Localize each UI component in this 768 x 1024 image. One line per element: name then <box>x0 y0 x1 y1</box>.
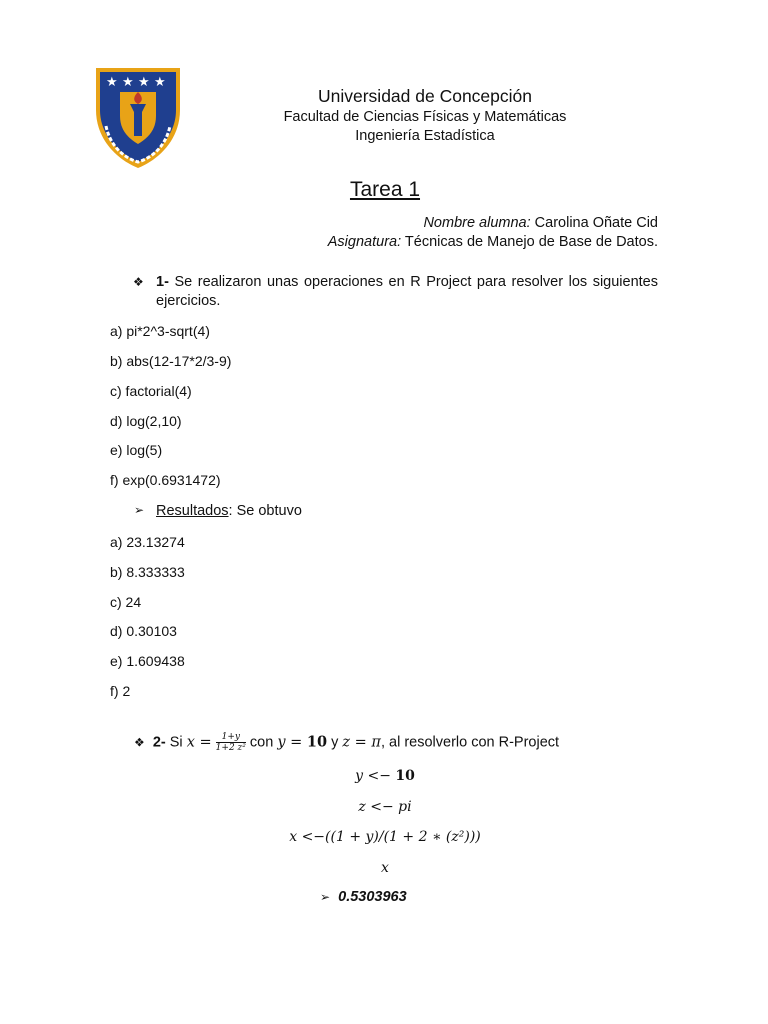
student-line <box>423 215 658 231</box>
exercise-item: a) pi*2^3-sqrt(4) <box>110 323 210 339</box>
question-2-and: y <box>331 734 339 751</box>
diamond-bullet-icon: ❖ <box>134 735 145 750</box>
fraction-denominator: 1+2 z² <box>215 743 246 753</box>
equation-x: x = <box>186 734 212 751</box>
arrow-bullet-icon: ➢ <box>320 890 331 904</box>
question-2-number: 2- <box>152 734 166 751</box>
exercise-item: b) abs(12-17*2/3-9) <box>110 353 232 369</box>
subject-name: Técnicas de Manejo de Base de Datos. <box>404 234 658 250</box>
fraction-numerator: 1+y <box>216 732 246 743</box>
arrow-bullet-icon: ➢ <box>134 503 145 517</box>
university-name: Universidad de Concepción <box>317 86 533 106</box>
svg-text:★: ★ <box>122 75 134 90</box>
university-logo <box>92 66 184 170</box>
result-item: b) 8.333333 <box>110 564 185 580</box>
exercise-item: f) exp(0.6931472) <box>110 472 221 488</box>
question-1 <box>156 273 658 311</box>
code-line-1-text: y <− <box>355 768 396 784</box>
fraction <box>216 732 246 753</box>
exercise-item: e) log(5) <box>110 442 163 458</box>
equation-y: y = <box>277 734 307 751</box>
student-name: Carolina Oñate Cid <box>534 215 658 231</box>
subject-line <box>328 234 658 250</box>
document-title: Tarea 1 <box>349 178 421 201</box>
code-line-3: x <−((1 + y)/(1 + 2 ∗ (z²))) <box>289 829 481 845</box>
question-1-number: 1- <box>156 274 169 290</box>
results-label: Resultados <box>156 503 229 519</box>
question-2-tail: , al resolverlo con R-Project <box>380 734 560 751</box>
student-label: Nombre alumna: <box>423 215 531 231</box>
results-text: : Se obtuvo <box>228 503 302 519</box>
results-heading <box>156 503 302 519</box>
svg-text:★: ★ <box>106 75 118 90</box>
code-line-2: z <− pi <box>358 799 412 815</box>
svg-text:★: ★ <box>154 75 166 90</box>
subject-label: Asignatura: <box>327 234 402 250</box>
question-2-si: Si <box>169 734 183 751</box>
equation-z: z = π <box>342 734 381 751</box>
question-2-con: con <box>249 734 274 751</box>
faculty-name: Facultad de Ciencias Físicas y Matemáticas <box>283 109 567 125</box>
result-item: d) 0.30103 <box>110 623 177 639</box>
code-line-1-value: 10 <box>395 768 415 784</box>
exercise-item: c) factorial(4) <box>110 383 192 399</box>
career-name: Ingeniería Estadística <box>355 128 495 144</box>
result-item: c) 24 <box>110 594 142 610</box>
final-result <box>320 889 407 905</box>
question-2 <box>134 732 559 753</box>
exercise-item: d) log(2,10) <box>110 413 182 429</box>
diamond-bullet-icon: ❖ <box>133 275 144 289</box>
result-item: a) 23.13274 <box>110 534 185 550</box>
final-result-value: 0.5303963 <box>338 889 407 905</box>
code-line-1 <box>230 768 540 784</box>
svg-text:★: ★ <box>138 75 150 90</box>
code-line-4: x <box>381 860 389 876</box>
question-1-text: Se realizaron unas operaciones en R Project para resolver los siguientes ejercicios. <box>156 274 658 309</box>
result-item: f) 2 <box>110 683 131 699</box>
equation-y-value: 10 <box>306 733 328 751</box>
result-item: e) 1.609438 <box>110 653 185 669</box>
